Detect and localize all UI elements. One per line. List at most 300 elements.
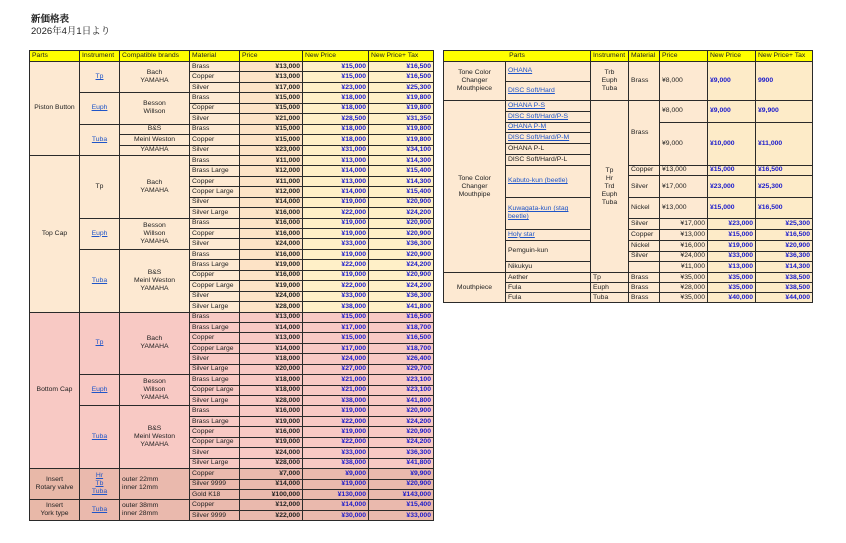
new-price-tax: ¥33,000 [369,510,434,520]
new-price: ¥19,000 [303,218,369,228]
material: Silver [629,219,660,230]
new-price-tax: ¥16,500 [369,72,434,82]
material: Silver [190,239,240,249]
new-price: ¥17,000 [303,343,369,353]
instrument: Tp [591,273,629,283]
product-link[interactable] [506,101,591,112]
material: Brass Large [190,260,240,270]
price: ¥24,000 [240,448,303,458]
price: ¥22,000 [240,510,303,520]
price: ¥18,000 [240,385,303,395]
new-price: ¥15,000 [708,230,756,241]
price: ¥16,000 [240,406,303,416]
new-price: ¥21,000 [303,375,369,385]
price: ¥15,000 [240,93,303,103]
new-price-tax: ¥14,300 [369,155,434,165]
price: ¥16,000 [240,218,303,228]
material: Copper Large [190,437,240,447]
table-row [30,62,434,72]
new-price: ¥24,000 [303,354,369,364]
material: Brass [190,155,240,165]
new-price: ¥21,000 [303,385,369,395]
price: ¥16,000 [660,240,708,251]
product-link-text[interactable]: DISC Soft/Hard/P-M [508,134,570,142]
price: ¥19,000 [240,281,303,291]
new-price: ¥10,000 [708,122,756,165]
price: ¥13,000 [660,165,708,176]
product-link-text[interactable]: Kabuto-kun (beetle) [508,177,568,185]
new-price-tax: ¥11,000 [756,122,813,165]
new-price: ¥31,000 [303,145,369,155]
material: Copper [190,103,240,113]
new-price-tax: ¥20,900 [369,249,434,259]
header-instrument: Instrument [80,51,120,62]
instrument-link[interactable]: Tp [95,339,104,347]
price: ¥15,000 [240,135,303,145]
new-price-tax: ¥25,300 [756,176,813,198]
new-price: ¥28,500 [303,114,369,124]
price: ¥11,000 [240,176,303,186]
material: Silver [190,354,240,364]
price: ¥13,000 [240,72,303,82]
material: Copper [190,135,240,145]
price: ¥13,000 [240,312,303,322]
new-price: ¥22,000 [303,208,369,218]
material: Copper Large [190,281,240,291]
new-price-tax: ¥23,100 [369,375,434,385]
new-price: ¥9,000 [708,62,756,101]
table-row [30,218,434,228]
price: ¥11,000 [660,262,708,273]
material: Copper [190,427,240,437]
new-price: ¥19,000 [303,406,369,416]
price: ¥35,000 [660,273,708,283]
material: Copper [190,229,240,239]
material: Silver Large [190,458,240,468]
instrument-cell [80,312,120,375]
new-price: ¥23,000 [708,219,756,230]
price: ¥7,000 [240,469,303,479]
new-price-tax: ¥15,400 [369,166,434,176]
new-price: ¥14,000 [303,187,369,197]
instrument: Trb Euph Tuba [591,62,629,101]
new-price-tax: ¥16,500 [369,333,434,343]
price: ¥20,000 [240,364,303,374]
new-price: ¥22,000 [303,437,369,447]
instrument-link[interactable]: Tuba [91,488,108,496]
new-price-tax: ¥16,500 [369,312,434,322]
new-price-tax: ¥19,800 [369,93,434,103]
new-price-tax: ¥9,900 [369,469,434,479]
new-price: ¥22,000 [303,260,369,270]
new-price-tax: ¥16,500 [756,165,813,176]
instrument-cell [80,62,120,93]
price: ¥14,000 [240,343,303,353]
price: ¥16,000 [240,270,303,280]
header-new-price: New Price [303,51,369,62]
new-price: ¥18,000 [303,124,369,134]
price: ¥12,000 [240,187,303,197]
document-title [31,14,110,38]
table-row [30,375,434,385]
new-price-tax: ¥24,200 [369,260,434,270]
table-row [30,312,434,322]
new-price: ¥33,000 [303,291,369,301]
price: ¥12,000 [240,166,303,176]
material: Silver Large [190,208,240,218]
price: ¥18,000 [240,354,303,364]
price: ¥15,000 [240,103,303,113]
material: Silver Large [190,302,240,312]
new-price: ¥130,000 [303,489,369,499]
compatible-brands: Besson Willson YAMAHA [120,375,190,406]
material [629,262,660,273]
instrument-link[interactable]: Tuba [91,135,108,143]
new-price-tax: ¥20,900 [369,197,434,207]
product-link-ohana[interactable] [506,62,591,82]
header-material: Material [190,51,240,62]
new-price-tax: ¥20,900 [756,240,813,251]
new-price: ¥38,000 [303,458,369,468]
new-price-tax: ¥16,500 [756,197,813,219]
price: ¥16,000 [240,427,303,437]
product-link-text[interactable]: OHANA P-M [508,123,547,131]
new-price-tax: ¥143,000 [369,489,434,499]
new-price: ¥19,000 [303,229,369,239]
material: Copper [190,469,240,479]
title-heading: 新価格表 [31,14,70,25]
new-price: ¥19,000 [708,240,756,251]
material: Copper [629,165,660,176]
table-row [30,155,434,165]
new-price-tax: ¥19,800 [369,124,434,134]
new-price-tax: ¥16,500 [756,230,813,241]
effective-date: 2026年4月1日より [31,26,111,37]
price: ¥28,000 [240,458,303,468]
new-price-tax: ¥41,800 [369,458,434,468]
compatible-brands: outer 38mm inner 28mm [120,500,190,521]
table-row [30,500,434,510]
new-price: ¥18,000 [303,103,369,113]
material: Brass [629,283,660,293]
material: Brass Large [190,375,240,385]
table-row [30,469,434,479]
new-price: ¥14,000 [303,500,369,510]
material: Silver Large [190,364,240,374]
new-price: ¥19,000 [303,270,369,280]
table-row [30,406,434,416]
product-link-disc[interactable] [506,81,591,101]
new-price-tax: ¥18,700 [369,343,434,353]
part-label: Top Cap [30,155,80,312]
material: Copper [190,176,240,186]
material: Nickel [629,240,660,251]
product-link-text[interactable]: OHANA P-S [508,101,546,109]
product-link[interactable] [506,133,591,144]
product-link[interactable] [506,122,591,133]
new-price: ¥18,000 [303,93,369,103]
new-price-tax: ¥38,500 [756,273,813,283]
new-price: ¥14,000 [303,166,369,176]
material: Silver [190,82,240,92]
material: Silver [629,251,660,262]
material: Silver [190,291,240,301]
new-price-tax: ¥36,300 [369,448,434,458]
new-price-tax: ¥20,900 [369,427,434,437]
price: ¥17,000 [660,219,708,230]
material: Gold K18 [190,489,240,499]
instrument-cell [80,155,120,218]
price: ¥9,000 [660,122,708,165]
new-price-tax: ¥20,900 [369,406,434,416]
header-material: Material [629,51,660,62]
new-price-tax: ¥19,800 [369,135,434,145]
material: Silver Large [190,396,240,406]
header-new-price: New Price [708,51,756,62]
new-price: ¥15,000 [303,333,369,343]
new-price: ¥30,000 [303,510,369,520]
price: ¥19,000 [240,260,303,270]
header-price: Price [240,51,303,62]
material: Copper [190,500,240,510]
instrument-cell [80,249,120,312]
new-price: ¥15,000 [708,197,756,219]
new-price: ¥22,000 [303,416,369,426]
instrument-link[interactable]: Tp [95,73,104,81]
new-price: ¥33,000 [708,251,756,262]
material: Silver [190,145,240,155]
instrument-link[interactable]: Tuba [91,276,108,284]
new-price-tax: ¥18,700 [369,322,434,332]
price: ¥14,000 [240,479,303,489]
new-price-tax: ¥14,300 [756,262,813,273]
price-table-left [29,50,434,521]
material: Brass Large [190,416,240,426]
price: ¥28,000 [660,283,708,293]
new-price-tax: ¥20,900 [369,229,434,239]
new-price: ¥19,000 [303,479,369,489]
compatible-brands: B&S Meinl Weston YAMAHA [120,249,190,312]
new-price-tax: ¥25,300 [756,219,813,230]
price: ¥24,000 [240,239,303,249]
instrument-cell [80,406,120,469]
price: ¥19,000 [240,416,303,426]
new-price: ¥38,000 [303,302,369,312]
material: Brass [629,273,660,283]
new-price-tax: ¥20,900 [369,218,434,228]
new-price-tax: ¥34,100 [369,145,434,155]
material: Brass [629,101,660,166]
price: ¥12,000 [240,500,303,510]
product-link[interactable]: DISC Soft/Hard [508,86,555,94]
compatible-brand: Meinl Weston [120,135,190,145]
price: ¥28,000 [240,302,303,312]
material: Brass [629,293,660,303]
instrument-link[interactable]: Tuba [91,506,108,514]
price: ¥18,000 [240,375,303,385]
new-price-tax: ¥19,800 [369,103,434,113]
new-price-tax: ¥15,400 [369,187,434,197]
product-link-text[interactable]: Kuwagata-kun (stag beetle) [508,205,569,221]
new-price: ¥13,000 [708,262,756,273]
header-parts: Parts [30,51,80,62]
new-price: ¥13,000 [303,176,369,186]
material: Silver [190,114,240,124]
product-link[interactable] [506,165,591,197]
part-label: Mouthpiece [444,273,506,303]
material: Silver [190,197,240,207]
product-link-text[interactable]: Holy star [508,230,535,238]
table-row [444,101,813,112]
new-price-tax: 9900 [756,62,813,101]
table-header [30,51,434,62]
instrument: Euph [591,283,629,293]
new-price: ¥22,000 [303,281,369,291]
product-link[interactable]: OHANA [508,67,533,75]
material: Silver [629,176,660,198]
new-price: ¥15,000 [303,312,369,322]
instrument-cell [80,469,120,500]
instrument-link[interactable]: Euph [91,229,108,237]
product-link[interactable] [506,230,591,241]
price: ¥24,000 [240,291,303,301]
material: Copper Large [190,187,240,197]
product-name: Pemguin-kun [506,240,591,262]
new-price-tax: ¥41,800 [369,396,434,406]
new-price-tax: ¥23,100 [369,385,434,395]
price: ¥19,000 [240,437,303,447]
material: Brass [190,249,240,259]
price: ¥24,000 [660,251,708,262]
material: Silver 9999 [190,510,240,520]
material: Brass Large [190,322,240,332]
compatible-brands: outer 22mm inner 12mm [120,469,190,500]
instrument-link[interactable]: Euph [91,104,108,112]
instrument-link[interactable]: Tb [95,480,104,488]
price: ¥16,000 [240,249,303,259]
table-row [30,249,434,259]
new-price: ¥9,000 [303,469,369,479]
new-price: ¥23,000 [303,82,369,92]
product-link[interactable] [506,197,591,229]
new-price: ¥35,000 [708,273,756,283]
compatible-brands: Bach YAMAHA [120,155,190,218]
product-name: Fula [506,293,591,303]
instrument-cell [80,124,120,155]
new-price: ¥9,000 [708,101,756,123]
price: ¥15,000 [240,124,303,134]
product-name: Aether [506,273,591,283]
instrument-cell [80,93,120,124]
material: Brass [190,124,240,134]
new-price-tax: ¥20,900 [369,270,434,280]
part-label: Insert Rotary valve [30,469,80,500]
table-row [444,62,813,72]
part-label: Tone Color Changer Mouthpipe [444,101,506,273]
new-price-tax: ¥24,200 [369,281,434,291]
instrument-cell [80,375,120,406]
compatible-brand: YAMAHA [120,145,190,155]
new-price-tax: ¥29,700 [369,364,434,374]
material: Copper [629,230,660,241]
material: Copper [190,270,240,280]
material: Brass [190,62,240,72]
price: ¥13,000 [660,230,708,241]
new-price-tax: ¥15,400 [369,500,434,510]
price: ¥14,000 [240,322,303,332]
header-price: Price [660,51,708,62]
new-price: ¥33,000 [303,239,369,249]
price: ¥100,000 [240,489,303,499]
part-label: Bottom Cap [30,312,80,469]
price: ¥21,000 [240,114,303,124]
material: Copper Large [190,343,240,353]
new-price: ¥23,000 [708,176,756,198]
new-price-tax: ¥9,900 [756,101,813,123]
table-row [30,124,434,134]
new-price-tax: ¥16,500 [369,62,434,72]
instrument-cell [80,218,120,249]
header-parts: Parts [444,51,591,62]
material: Brass [629,62,660,101]
material: Brass Large [190,166,240,176]
new-price: ¥19,000 [303,197,369,207]
header-new-price-tax: New Price+ Tax [369,51,434,62]
new-price-tax: ¥31,350 [369,114,434,124]
header-instrument: Instrument [591,51,629,62]
price-table-right [443,50,813,303]
header-brands: Compatible brands [120,51,190,62]
product-link-text[interactable]: DISC Soft/Hard/P-S [508,112,569,120]
product-name: OHANA P-L [506,144,591,155]
instrument-link[interactable]: Hr [95,472,104,480]
price: ¥28,000 [240,396,303,406]
new-price-tax: ¥25,300 [369,82,434,92]
header-new-price-tax: New Price+ Tax [756,51,813,62]
price: ¥13,000 [660,197,708,219]
new-price-tax: ¥36,300 [369,291,434,301]
material: Silver 9999 [190,479,240,489]
instrument-link[interactable]: Tuba [91,433,108,441]
new-price-tax: ¥26,400 [369,354,434,364]
material: Silver [190,448,240,458]
table-header [444,51,813,62]
product-name: Fula [506,283,591,293]
price: ¥11,000 [240,155,303,165]
price: ¥16,000 [240,208,303,218]
product-name: Nikukyu [506,262,591,273]
price: ¥13,000 [240,62,303,72]
new-price: ¥38,000 [303,396,369,406]
price: ¥17,000 [240,82,303,92]
new-price-tax: ¥20,900 [369,479,434,489]
product-link[interactable] [506,111,591,122]
instrument: Tuba [591,293,629,303]
compatible-brands: B&S Meinl Weston YAMAHA [120,406,190,469]
new-price-tax: ¥24,200 [369,437,434,447]
compatible-brand: B&S [120,124,190,134]
new-price: ¥19,000 [303,249,369,259]
part-label: Insert York type [30,500,80,521]
material: Brass [190,312,240,322]
price: ¥17,000 [660,176,708,198]
new-price-tax: ¥24,200 [369,416,434,426]
new-price-tax: ¥44,000 [756,293,813,303]
instrument-link[interactable]: Euph [91,386,108,394]
compatible-brands: Bach YAMAHA [120,312,190,375]
new-price: ¥15,000 [303,62,369,72]
new-price: ¥17,000 [303,322,369,332]
